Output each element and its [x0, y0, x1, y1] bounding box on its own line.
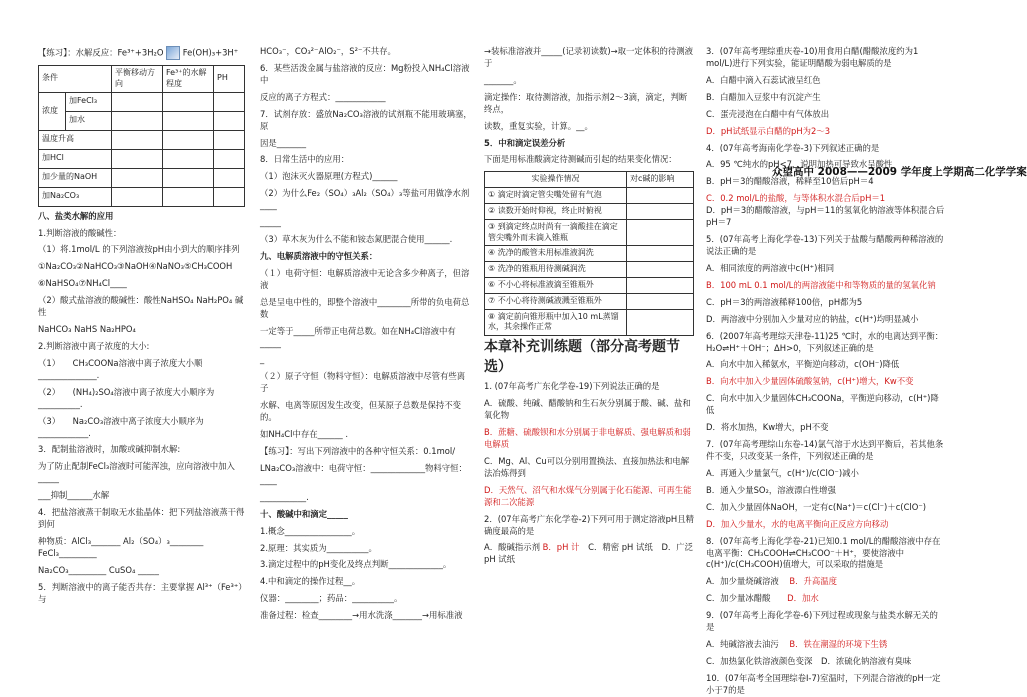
cell	[214, 130, 245, 149]
option: D．浓硫化钠溶液有臭味	[821, 655, 912, 666]
answer-option: D．天然气、沼气和水煤气分别属于化石能源、可再生能源和二次能源	[484, 484, 692, 507]
text: 1. (07年高考广东化学卷-19)下列说法正确的是	[484, 381, 660, 392]
cell	[163, 130, 214, 149]
answer-option: D．pH试纸显示白醋的pH为2～3	[706, 125, 831, 136]
cell	[627, 246, 694, 262]
th-operation: 实验操作情况	[485, 172, 627, 188]
text: 8．(07年高考上海化学卷-21)已知0.1 mol/L的醋酸溶液中存在电离平衡：CH₃COOH⇌CH₃COO⁻＋H⁺，要使溶液中c(H⁺)/c(CH₃COOH)值增大，可以采取的措施是	[706, 535, 941, 570]
text: （2）酸式盐溶液的酸碱性：酸性NaHSO₄ NaH₂PO₄ 碱性	[38, 295, 244, 318]
text: 4.中和滴定的操作过程__。	[260, 576, 361, 587]
cell	[112, 187, 163, 206]
text: _______。	[484, 74, 522, 85]
text: 读数，重复实验，计算。__。	[484, 120, 593, 131]
cell	[163, 168, 214, 187]
answer-option: B．铁在潮湿的环境下生锈	[789, 639, 888, 650]
cell	[627, 309, 694, 336]
section-10-title: 十、酸碱中和滴定_____	[260, 508, 348, 519]
option: C．加少量冰醋酸	[706, 593, 771, 604]
row-temp: 温度升高	[39, 130, 112, 149]
text: A．相同浓度的两溶液中c(H⁺)相同	[706, 262, 835, 273]
error-row: ⑥ 不小心将标准液滴至锥瓶外	[485, 277, 627, 293]
text: 水解、电离等原因发生改变，但某原子总数是保持不变的。	[260, 400, 461, 423]
text: _____	[260, 217, 281, 228]
text: →装标准溶液并_____(记录初读数)→取一定体积的待测液于	[484, 46, 694, 68]
error-row: ① 滴定时滴定管尖嘴处留有气泡	[485, 188, 627, 204]
option: A．加少量烧碱溶液	[706, 576, 779, 587]
column-1	[38, 0, 245, 658]
text: 种物质：AlCl₃_______ Al₂（SO₄）₃________ FeCl₃_________	[38, 535, 204, 558]
row-concentration: 浓度	[39, 92, 66, 130]
text: 9．(07年高考上海化学卷-6)下列过程或现象与盐类水解无关的是	[706, 610, 938, 633]
option: C．加热氯化铁溶液颜色变深	[706, 655, 813, 666]
text: 10．(07年高考全国理综卷I-7)室温时，下列混合溶液的pH一定小于7的是	[706, 672, 941, 695]
text: 因是_______	[260, 137, 307, 148]
answer-option: D．加水	[787, 593, 819, 604]
cell	[627, 293, 694, 309]
hydrolysis-table	[38, 65, 245, 207]
text: 8．日常生活中的应用：	[260, 154, 350, 165]
error-row: ⑧ 滴定前向锥形瓶中加入10 mL蒸馏水，其余操作正常	[485, 309, 627, 336]
text: （2） (NH₄)₂SO₄溶液中离子浓度大小顺序为__________.	[38, 386, 215, 409]
th-effect: 对c碱的影响	[627, 172, 694, 188]
text: 2.判断溶液中离子浓度的大小:	[38, 340, 150, 351]
error-analysis-table	[484, 171, 694, 336]
q8-options-1	[706, 576, 946, 588]
text: 5．判断溶液中的离子能否共存：主要掌握 Al³⁺（Fe³⁺）与	[38, 581, 243, 604]
cell	[627, 219, 694, 246]
text: 6．某些活泼金属与盐溶液的反应：Mg粉投入NH₄Cl溶液中	[260, 62, 470, 85]
cell	[112, 149, 163, 168]
text: 反应的离子方程式：____________	[260, 91, 386, 102]
text: 4．(07年高考海南化学卷-3)下列叙述正确的是	[706, 142, 880, 153]
text: C．pH＝3的两溶液稀释100倍，pH都为5	[706, 296, 863, 307]
text: LNa₂CO₃溶液中：电荷守恒：_____________物料守恒：____	[260, 462, 467, 485]
text: 2．(07年高考广东化学卷-2)下列可用于测定溶液pH且精确度最高的是	[484, 513, 694, 536]
text: A．向水中加入稀氨水，平衡逆向移动，c(OH⁻)降低	[706, 359, 900, 370]
cell	[214, 111, 245, 130]
practice-intro	[38, 46, 245, 60]
text: D．将水加热，Kw增大，pH不变	[706, 422, 829, 433]
answer-option: B．升高温度	[789, 576, 838, 587]
cell	[163, 149, 214, 168]
cell	[214, 92, 245, 111]
cell	[112, 111, 163, 130]
answer-option: D．加入少量水，水的电离平衡向正反应方向移动	[706, 518, 889, 529]
cell	[163, 187, 214, 206]
th-ph: PH	[214, 66, 245, 93]
cell	[112, 130, 163, 149]
answer-option: B．蔗糖、硫酸钡和水分别属于非电解质、强电解质和弱电解质	[484, 427, 691, 450]
q8-options-2	[706, 593, 946, 605]
row-fecl3: 加FeCl₃	[66, 92, 112, 111]
text: ①Na₂CO₃②NaHCO₃③NaOH④NaNO₃⑤CH₃COOH	[38, 261, 233, 272]
text: _	[260, 354, 265, 365]
error-row: ② 读数开始时仰视，终止时俯视	[485, 203, 627, 219]
row-na2co3: 加Na₂CO₃	[39, 187, 112, 206]
column-3	[484, 0, 694, 658]
cell	[627, 188, 694, 204]
text: （2）为什么Fe₂（SO₄）₃Al₂（SO₄）₃等盐可用做净水剂____	[260, 188, 470, 211]
text: A．白醋中滴入石蕊试液呈红色	[706, 74, 821, 85]
cell	[163, 92, 214, 111]
text: HCO₃⁻，CO₃²⁻AlO₂⁻，S²⁻不共存。	[260, 46, 396, 56]
row-naoh: 加少量的NaOH	[39, 168, 112, 187]
text: B．pH＝3的醋酸溶液，稀释至10倍后pH＝4	[706, 176, 874, 187]
text: 【练习】：写出下列溶液中的各种守恒关系：0.1mol/	[260, 445, 456, 456]
th-condition: 条件	[39, 66, 112, 93]
text: A．再通入少量氯气，c(H⁺)/c(ClO⁻)减小	[706, 467, 859, 478]
error-row: ⑦ 不小心将待测碱液溅至锥瓶外	[485, 293, 627, 309]
chapter-exercise-title: 本章补充训练题（部分高考题节选）	[484, 339, 680, 375]
text: ⑥NaHSO₄⑦NH₄Cl____	[38, 278, 127, 289]
answer-option: B．向水中加入少量固体硫酸氢钠，c(H⁺)增大，Kw不变	[706, 376, 914, 387]
q2-options	[484, 542, 694, 566]
text: 2.原理：其实质为__________。	[260, 542, 377, 553]
text: 3．(07年高考理综重庆卷-10)用食用白醋(醋酸浓度约为1 mol/L)进行下列实验，能证明醋酸为弱电解质的是	[706, 46, 919, 68]
section-5-title: 5．中和滴定误差分析	[484, 137, 566, 148]
text: （２）原子守恒（物料守恒）：电解质溶液中尽管有些离子	[260, 371, 466, 394]
text: 准备过程：检查________→用水洗涤_______→用标准液	[260, 610, 463, 621]
answer-option: C．0.2 mol/L的盐酸，与等体积水混合后pH＝1	[706, 193, 886, 204]
text: ___抑制______水解	[38, 490, 110, 501]
section-8-title: 八、盐类水解的应用	[38, 210, 114, 221]
cell	[214, 168, 245, 187]
error-row: ⑤ 洗净的锥瓶用待测碱润洗	[485, 262, 627, 278]
th-direction: 平衡移动方向	[112, 66, 163, 93]
text: 7．试剂存放：盛放Na₂CO₃溶液的试剂瓶不能用玻璃塞，原	[260, 108, 472, 131]
cell	[214, 149, 245, 168]
text: 3．配制盐溶液时，加酸或碱抑制水解:	[38, 444, 181, 455]
text: 6．(2007年高考理综天津卷-11)25 ℃时，水的电离达到平衡：H₂O⇌H⁺＋OH⁻；ΔH>0，下列叙述正确的是	[706, 330, 944, 353]
intro-text: 【练习】：水解反应：Fe³⁺+3H₂O	[38, 47, 164, 58]
text: 7．(07年高考理综山东卷-14)氯气溶于水达到平衡后，若其他条件不变，只改变某一条件，下列叙述正确的是	[706, 439, 944, 461]
text: D．pH＝3的醋酸溶液，与pH＝11的氢氧化钠溶液等体积混合后pH＝7	[706, 205, 945, 228]
cell	[112, 168, 163, 187]
text: （1） CH₃COONa溶液中离子浓度大小顺______________.	[38, 357, 203, 380]
row-water: 加水	[66, 111, 112, 130]
column-4	[706, 0, 946, 695]
cell	[214, 187, 245, 206]
cell	[112, 92, 163, 111]
text: 4．把盐溶液蒸干制取无水盐晶体：把下列盐溶液蒸干得到何	[38, 507, 245, 530]
text: B．白醋加入豆浆中有沉淀产生	[706, 91, 821, 102]
cell	[627, 277, 694, 293]
option: A．酸碱指示剂	[484, 542, 540, 553]
text: C．向水中加入少量固体CH₃COONa，平衡逆向移动，c(H⁺)降低	[706, 393, 939, 416]
text: （3）草木灰为什么不能和铵态氮肥混合使用______.	[260, 234, 453, 245]
text: （１）电荷守恒：电解质溶液中无论含多少种离子，但溶液	[260, 267, 470, 290]
option: C．精密 pH 试纸	[588, 542, 653, 553]
text: ___________.	[260, 491, 309, 502]
text: 1.判断溶液的酸碱性：	[38, 227, 122, 238]
text: 如NH₄Cl中存在______ .	[260, 429, 349, 440]
text: 下面是用标准酸滴定待测碱而引起的结果变化情况：	[484, 154, 677, 165]
column-2	[260, 0, 472, 658]
intro-text-2: Fe(OH)₃+3H⁺	[182, 47, 239, 58]
text: 5．(07年高考上海化学卷-13)下列关于盐酸与醋酸两种稀溶液的说法正确的是	[706, 234, 944, 256]
th-degree: Fe³⁺的水解程度	[163, 66, 214, 93]
option: A．纯碱溶液去油污	[706, 639, 779, 650]
text: B．通入少量SO₂，溶液漂白性增强	[706, 484, 836, 495]
text: （3） Na₂CO₃溶液中离子浓度大小顺序为____________.	[38, 415, 204, 438]
text: C．加入少量固体NaOH，一定有c(Na⁺)＝c(Cl⁻)＋c(ClO⁻)	[706, 501, 927, 512]
text: 1.概念________________。	[260, 525, 361, 536]
answer-option: B．pH 计	[542, 542, 580, 553]
answer-option: B．100 mL 0.1 mol/L的两溶液能中和等物质的量的氢氧化钠	[706, 279, 936, 290]
error-row: ④ 洗净的酸管未用标准液润洗	[485, 246, 627, 262]
q9-options-2	[706, 656, 946, 668]
text: 总是呈电中性的，即整个溶液中________所带的负电荷总数	[260, 296, 470, 319]
text: C．蛋壳浸泡在白醋中有气体放出	[706, 108, 830, 119]
text: Na₂CO₃_________ CuSO₄ _____	[38, 564, 159, 575]
text: 仪器：________；药品：__________。	[260, 593, 403, 604]
text: NaHCO₃ NaHS Na₂HPO₄	[38, 324, 136, 335]
school-banner: 众望高中 2008——2009 学年度上学期高二化学学案	[772, 166, 1027, 178]
equilibrium-arrow-icon	[166, 46, 180, 60]
option: D．广泛 pH 试纸	[484, 542, 694, 565]
text: C．Mg、Al、Cu可以分别用置换法、直接加热法和电解法冶炼得到	[484, 455, 690, 478]
error-row: ③ 到滴定终点时尚有一滴酸挂在滴定管尖嘴外而未滴入锥瓶	[485, 219, 627, 246]
cell	[627, 203, 694, 219]
text: （1）将.1mol/L 的下列溶液按pH由小到大的顺序排列	[38, 244, 240, 255]
text: （1）泡沫灭火器原理(方程式)______	[260, 171, 398, 182]
text: A．硫酸、纯碱、醋酸钠和生石灰分别属于酸、碱、盐和氧化物	[484, 398, 691, 421]
text: D．两溶液中分别加入少量对应的钠盐，c(H⁺)均明显减小	[706, 313, 919, 324]
row-hcl: 加HCl	[39, 149, 112, 168]
cell	[627, 262, 694, 278]
text: 为了防止配制FeCl₃溶液时可能浑浊，应向溶液中加入_____	[38, 461, 235, 484]
text: 滴定操作：取待测溶液，加指示剂2～3滴，滴定，判断终点，	[484, 91, 688, 114]
text: 一定等于_____所带正电荷总数。如在NH₄Cl溶液中有_____	[260, 325, 456, 348]
cell	[163, 111, 214, 130]
section-9-title: 九、电解质溶液中的守恒关系：	[260, 250, 378, 261]
q9-options-1	[706, 639, 946, 651]
text: 3.滴定过程中的pH变化及终点判断_____________。	[260, 559, 452, 570]
text: A．95 ℃纯水的pH<7，说明加热可导致水呈酸性	[706, 159, 893, 170]
